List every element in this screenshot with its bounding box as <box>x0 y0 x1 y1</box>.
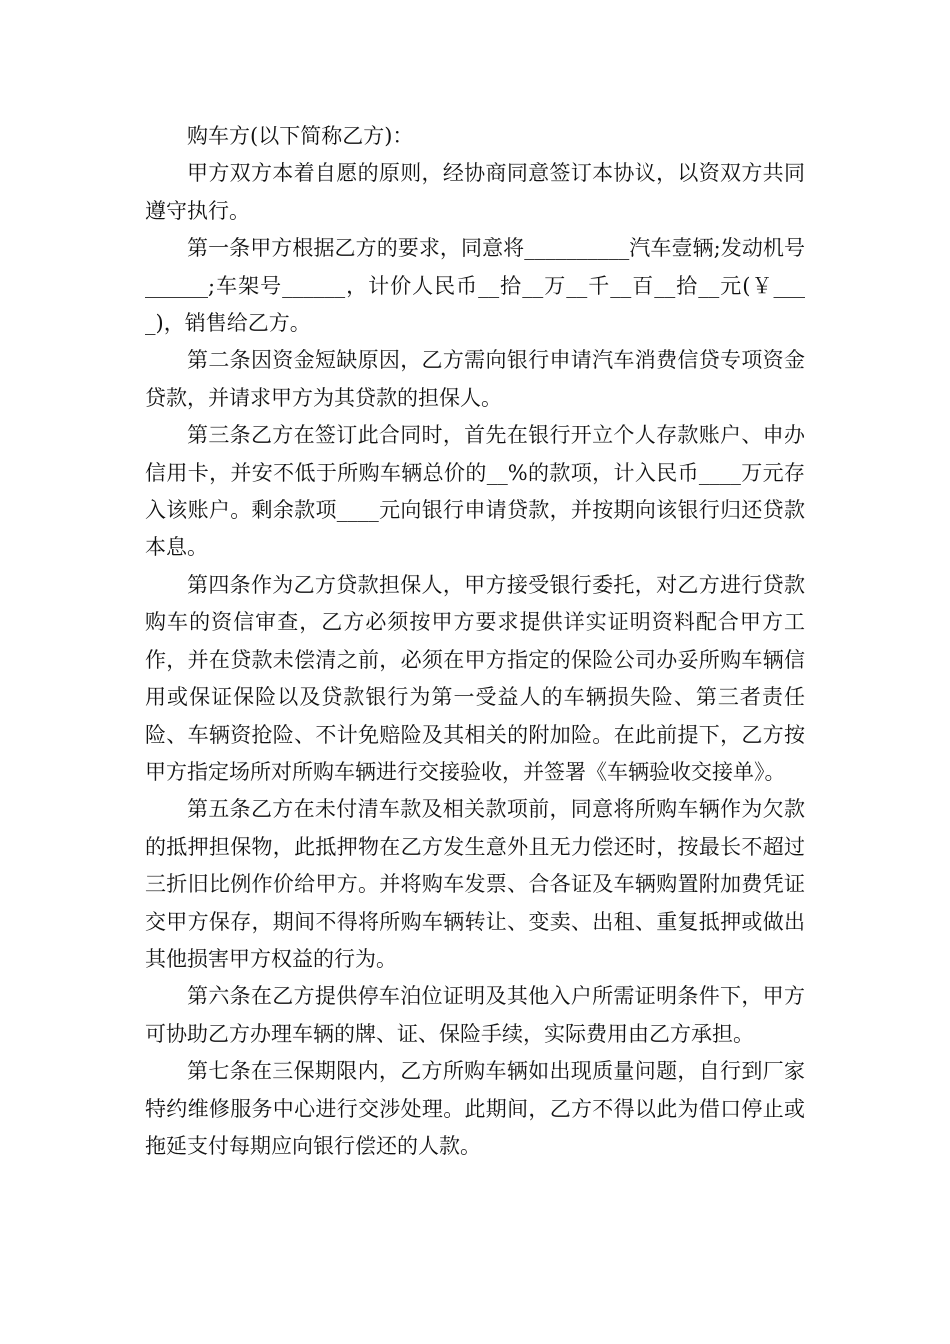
paragraph-buyer-label: 购车方(以下简称乙方)： <box>187 124 414 148</box>
paragraph-article-6: 第六条在乙方提供停车泊位证明及其他入户所需证明条件下，甲方可协助乙方办理车辆的牌、证、保险手续，实际费用由乙方承担。 <box>145 984 805 1046</box>
paragraph-article-3: 第三条乙方在签订此合同时，首先在银行开立个人存款账户、申办信用卡，并安不低于所购车辆总价的__%的款项，计入民币____万元存入该账户。剩余款项____元向银行申请贷款，并按期向该银行归还贷款本息。 <box>145 423 805 560</box>
paragraph-article-7: 第七条在三保期限内，乙方所购车辆如出现质量问题，自行到厂家特约维修服务中心进行交涉处理。此期间，乙方不得以此为借口停止或拖延支付每期应向银行偿还的人款。 <box>145 1059 805 1158</box>
paragraph-article-4: 第四条作为乙方贷款担保人，甲方接受银行委托，对乙方进行贷款购车的资信审查，乙方必须按甲方要求提供详实证明资料配合甲方工作，并在贷款未偿清之前，必须在甲方指定的保险公司办妥所购车辆信用或保证保险以及贷款银行为第一受益人的车辆损失险、第三者责任险、车辆资抢险、不计免赔险及其相关的附加险。在此前提下，乙方按甲方指定场所对所购车辆进行交接验收，并签署《车辆验收交接单》。 <box>145 572 805 784</box>
paragraph-article-5: 第五条乙方在未付清车款及相关款项前，同意将所购车辆作为欠款的抵押担保物，此抵押物在乙方发生意外且无力偿还时，按最长不超过三折旧比例作价给甲方。并将购车发票、合各证及车辆购置附加费凭证交甲方保存，期间不得将所购车辆转让、变卖、出租、重复抵押或做出其他损害甲方权益的行为。 <box>145 797 805 971</box>
paragraph-article-2: 第二条因资金短缺原因，乙方需向银行申请汽车消费信贷专项资金贷款，并请求甲方为其贷款的担保人。 <box>145 348 805 410</box>
paragraph-article-1: 第一条甲方根据乙方的要求，同意将__________汽车壹辆;发动机号______;车架号______，计价人民币__拾__万__千__百__拾__元(￥____)，销售给乙方。 <box>145 236 805 336</box>
paragraph-preamble: 甲方双方本着自愿的原则，经协商同意签订本协议，以资双方共同遵守执行。 <box>145 161 805 223</box>
document-body <box>145 118 805 1165</box>
